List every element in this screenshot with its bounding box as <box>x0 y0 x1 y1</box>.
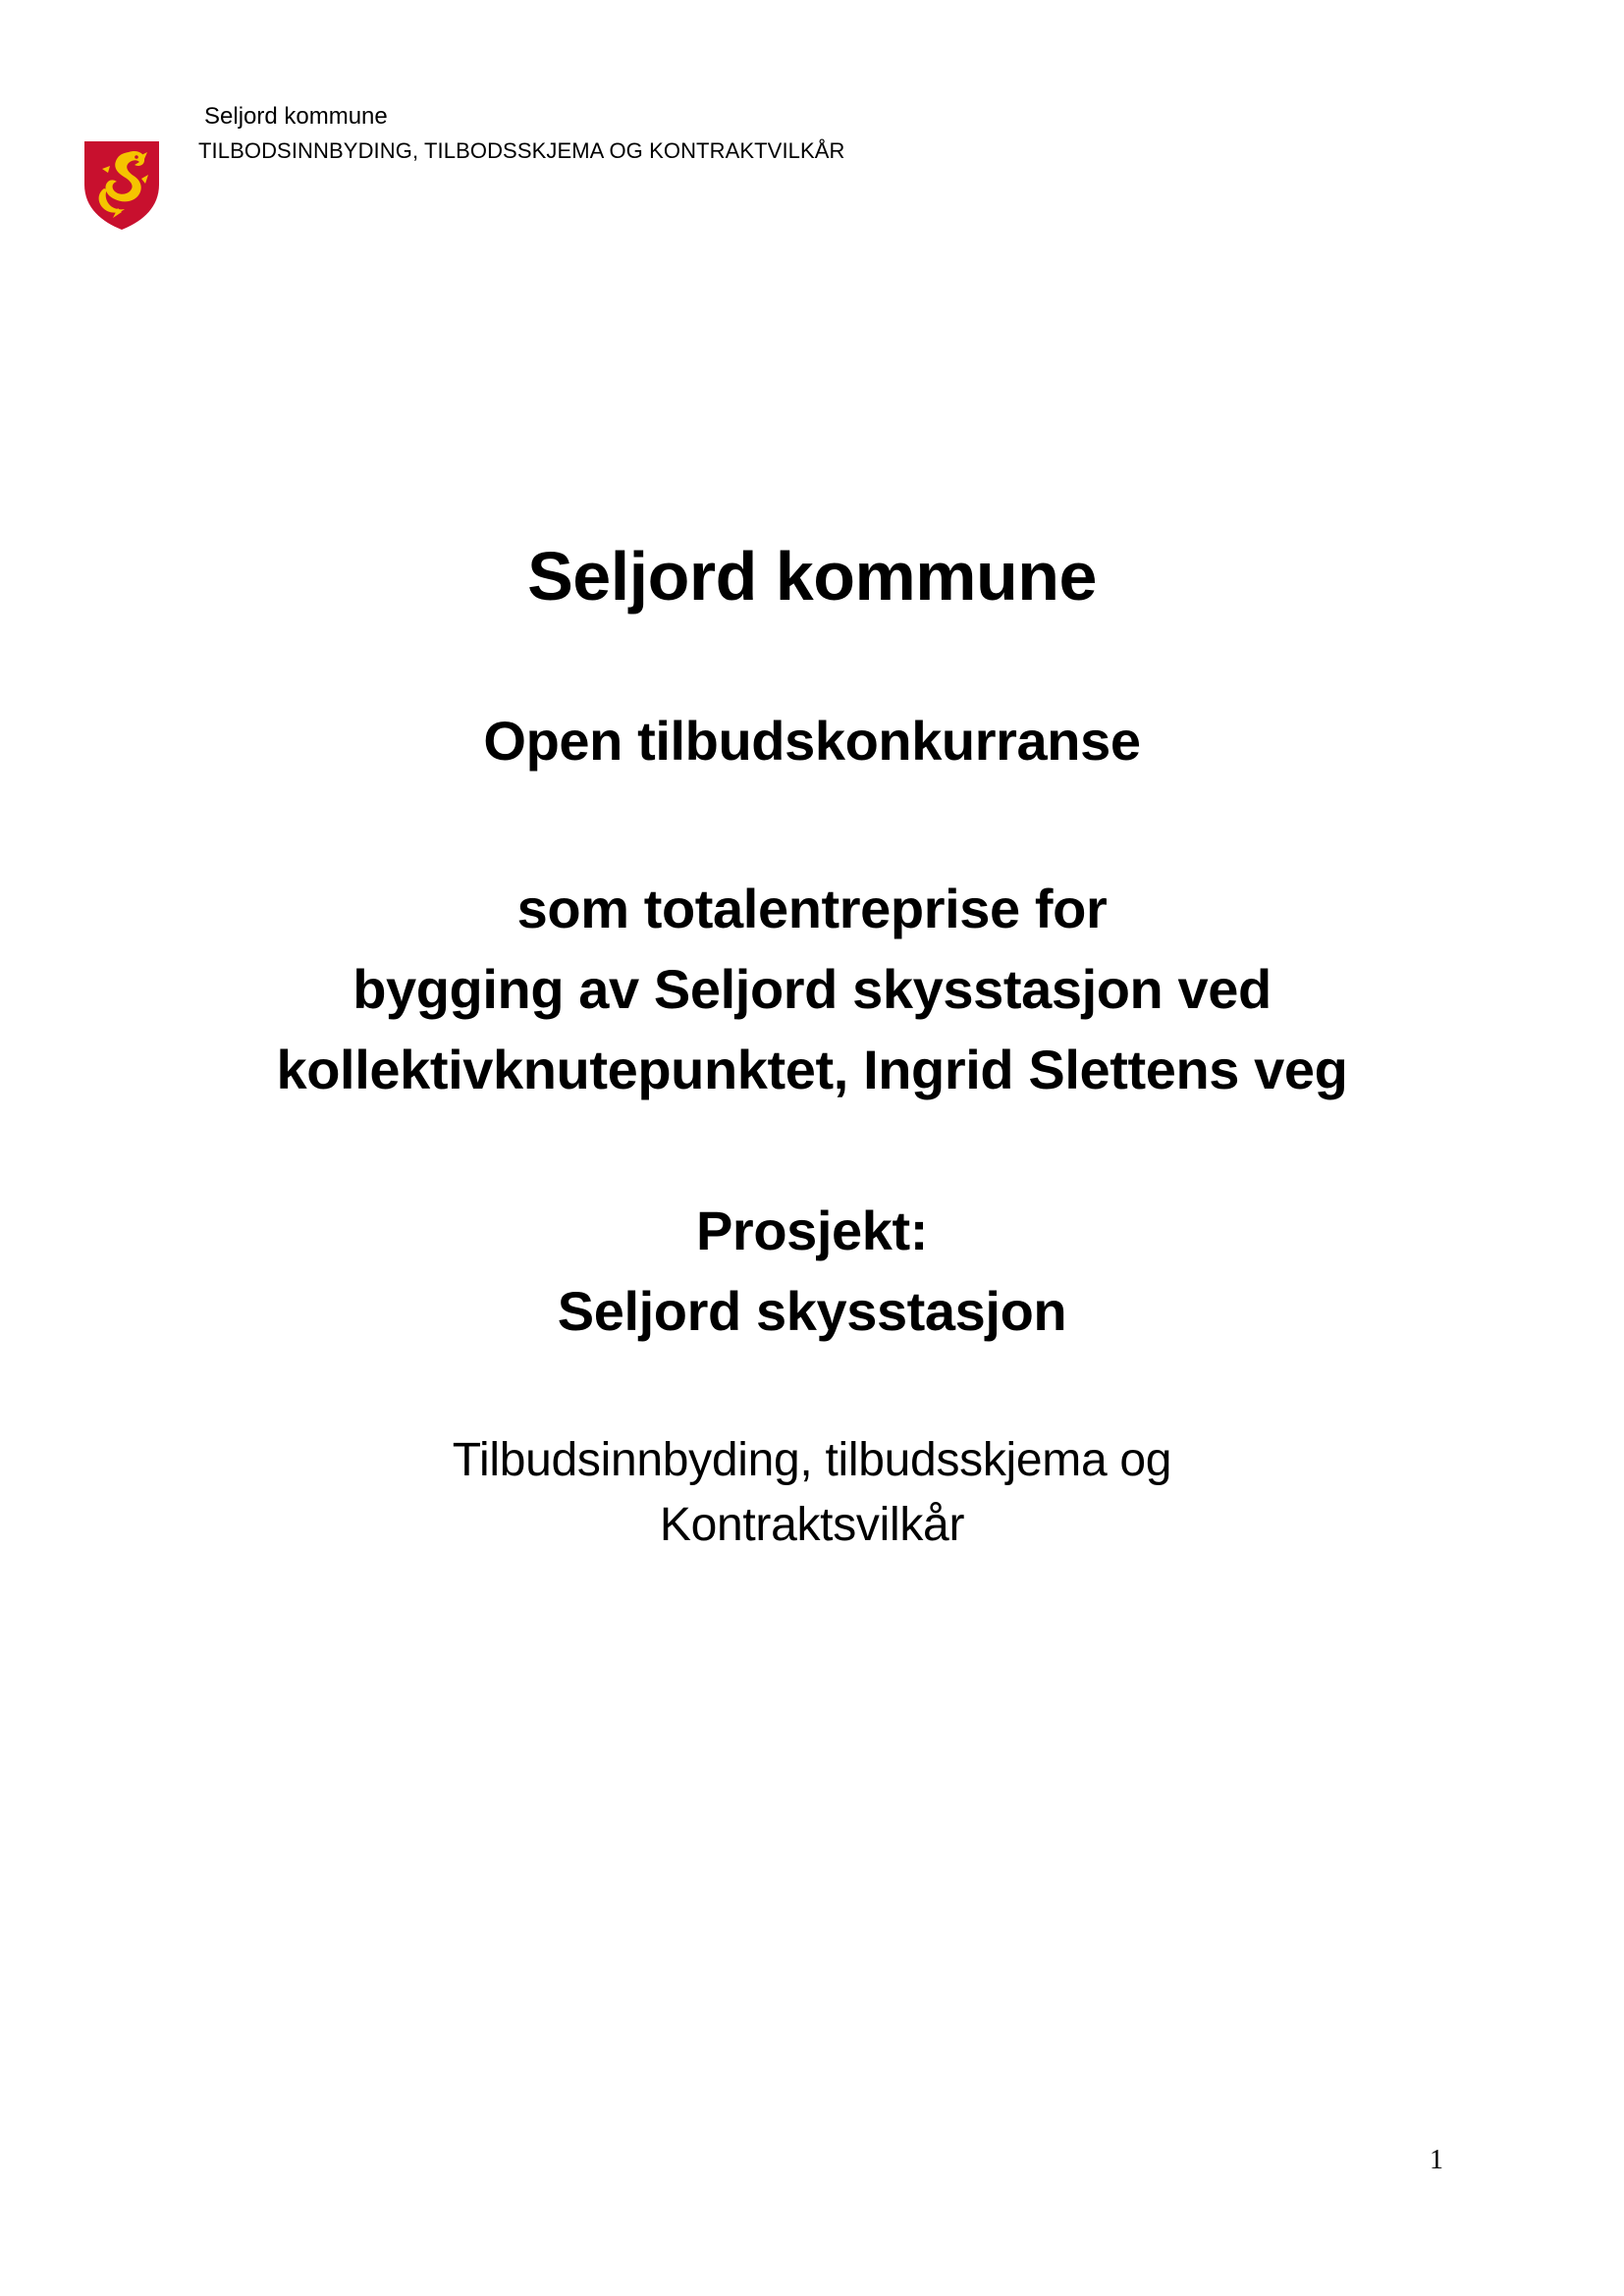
cover-title: Seljord kommune <box>527 538 1097 614</box>
header-organization: Seljord kommune <box>204 103 388 130</box>
description-line: som totalentreprise for <box>516 878 1108 939</box>
cover-description <box>0 869 1624 1110</box>
cover-project <box>0 1191 1624 1352</box>
description-line: kollektivknutepunktet, Ingrid Slettens veg <box>276 1039 1348 1100</box>
header-document-title: TILBODSINNBYDING, TILBODSSKJEMA OG KONTRAKTVILKÅR <box>198 138 845 163</box>
document-type-line: Tilbudsinnbyding, tilbudsskjema og <box>452 1434 1172 1486</box>
page-header <box>0 0 1624 255</box>
project-label: Prosjekt: <box>695 1200 929 1261</box>
municipal-crest-icon <box>82 139 161 232</box>
cover-document-type <box>0 1428 1624 1558</box>
cover-subtitle: Open tilbudskonkurranse <box>483 710 1141 772</box>
page-number: 1 <box>1430 2145 1443 2175</box>
project-name: Seljord skysstasjon <box>557 1280 1067 1342</box>
description-line: bygging av Seljord skysstasjon ved <box>352 958 1272 1020</box>
document-type-line: Kontraktsvilkår <box>659 1499 965 1551</box>
